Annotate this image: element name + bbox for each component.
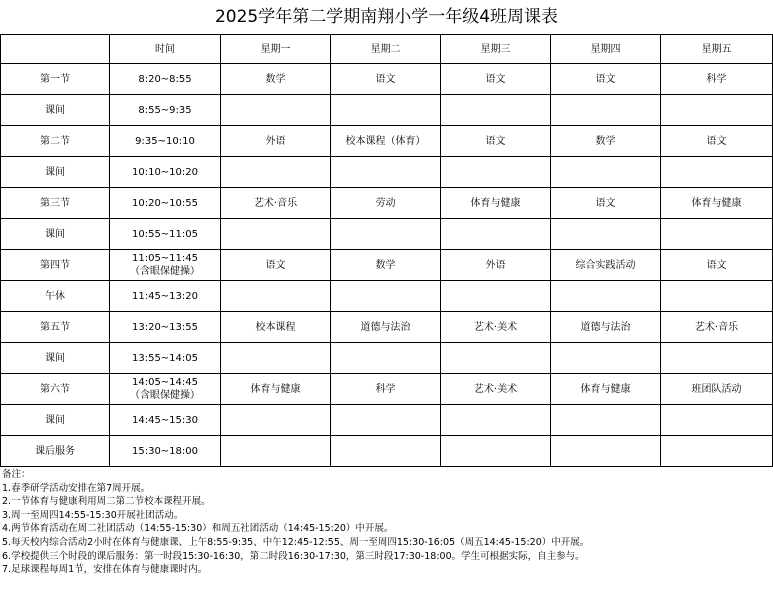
note-item: 6.学校提供三个时段的课后服务：第一时段15:30-16:30，第二时段16:30-17:30，第三时段17:30-18:00。学生可根据实际，自主参与。 — [2, 550, 585, 562]
time-line: 15:30~18:00 — [131, 445, 198, 457]
time-line: 8:20~8:55 — [138, 73, 192, 85]
subject-cell — [221, 405, 331, 436]
subject-cell — [331, 219, 441, 250]
subject-cell: 艺术·美术 — [441, 374, 551, 405]
subject-cell — [221, 95, 331, 126]
period-time — [110, 436, 221, 467]
subject-cell: 体育与健康 — [551, 374, 661, 405]
period-label: 课间 — [1, 405, 110, 436]
subject-cell — [441, 405, 551, 436]
note-item: 1.春季研学活动安排在第7周开展。 — [2, 482, 151, 494]
period-time — [110, 64, 221, 95]
subject-cell — [331, 436, 441, 467]
subject-cell — [441, 281, 551, 312]
subject-cell: 语文 — [221, 250, 331, 281]
period-label: 课后服务 — [1, 436, 110, 467]
note-item: 2.一节体育与健康利用周二第二节校本课程开展。 — [2, 496, 211, 508]
time-line: 10:20~10:55 — [131, 197, 198, 209]
period-row — [1, 126, 773, 157]
subject-cell: 科学 — [331, 374, 441, 405]
period-row — [1, 188, 773, 219]
subject-cell — [331, 405, 441, 436]
subject-cell — [221, 219, 331, 250]
page-title: 2025学年第二学期南翔小学一年级4班周课表 — [214, 7, 559, 27]
subject-cell: 道德与法治 — [331, 312, 441, 343]
time-line: 8:55~9:35 — [138, 104, 192, 116]
notes-section — [2, 468, 772, 577]
subject-cell: 语文 — [441, 64, 551, 95]
subject-cell: 综合实践活动 — [551, 250, 661, 281]
period-label: 课间 — [1, 343, 110, 374]
subject-cell — [331, 95, 441, 126]
period-row — [1, 343, 773, 374]
period-time — [110, 374, 221, 405]
subject-cell: 校本课程 — [221, 312, 331, 343]
subject-cell: 体育与健康 — [221, 374, 331, 405]
period-time — [110, 188, 221, 219]
header-day: 星期四 — [551, 35, 661, 64]
subject-cell — [661, 157, 773, 188]
subject-cell: 艺术·美术 — [441, 312, 551, 343]
subject-cell — [551, 157, 661, 188]
subject-cell — [551, 281, 661, 312]
time-line: 13:20~13:55 — [131, 321, 198, 333]
subject-cell: 语文 — [661, 126, 773, 157]
subject-cell — [331, 343, 441, 374]
corner-cell — [1, 35, 110, 64]
period-time — [110, 219, 221, 250]
subject-cell: 数学 — [221, 64, 331, 95]
subject-cell — [661, 281, 773, 312]
period-row — [1, 219, 773, 250]
period-row — [1, 157, 773, 188]
subject-cell — [441, 95, 551, 126]
period-time — [110, 95, 221, 126]
period-row — [1, 405, 773, 436]
time-line: （含眼保健操） — [130, 390, 200, 401]
subject-cell — [441, 436, 551, 467]
subject-cell: 校本课程（体育） — [331, 126, 441, 157]
time-line: 10:10~10:20 — [131, 166, 198, 178]
time-line: （含眼保健操） — [130, 266, 200, 277]
subject-cell: 语文 — [441, 126, 551, 157]
subject-cell: 外语 — [221, 126, 331, 157]
subject-cell: 语文 — [551, 188, 661, 219]
header-day: 星期五 — [661, 35, 773, 64]
time-line: 11:45~13:20 — [131, 290, 198, 302]
subject-cell: 数学 — [331, 250, 441, 281]
subject-cell — [551, 436, 661, 467]
subject-cell — [331, 157, 441, 188]
subject-cell: 道德与法治 — [551, 312, 661, 343]
period-row — [1, 95, 773, 126]
period-label: 午休 — [1, 281, 110, 312]
subject-cell — [551, 219, 661, 250]
time-line: 14:45~15:30 — [131, 414, 198, 426]
subject-cell — [221, 157, 331, 188]
subject-cell — [551, 405, 661, 436]
period-time — [110, 281, 221, 312]
subject-cell — [441, 219, 551, 250]
period-row — [1, 436, 773, 467]
subject-cell — [661, 436, 773, 467]
subject-cell: 语文 — [551, 64, 661, 95]
time-line: 11:05~11:45 — [131, 253, 198, 264]
notes-heading: 备注： — [2, 469, 31, 480]
subject-cell: 体育与健康 — [661, 188, 773, 219]
period-label: 第四节 — [1, 250, 110, 281]
subject-cell: 艺术·音乐 — [661, 312, 773, 343]
period-label: 第三节 — [1, 188, 110, 219]
period-row — [1, 374, 773, 405]
subject-cell: 语文 — [661, 250, 773, 281]
time-line: 13:55~14:05 — [131, 352, 198, 364]
subject-cell — [661, 95, 773, 126]
subject-cell — [441, 157, 551, 188]
period-time — [110, 157, 221, 188]
period-time — [110, 405, 221, 436]
subject-cell: 班团队活动 — [661, 374, 773, 405]
subject-cell — [221, 281, 331, 312]
period-row — [1, 312, 773, 343]
subject-cell — [441, 343, 551, 374]
subject-cell — [661, 343, 773, 374]
header-day: 星期一 — [221, 35, 331, 64]
period-label: 第五节 — [1, 312, 110, 343]
time-line: 14:05~14:45 — [131, 377, 198, 388]
period-label: 第一节 — [1, 64, 110, 95]
subject-cell: 外语 — [441, 250, 551, 281]
subject-cell — [551, 343, 661, 374]
time-line: 10:55~11:05 — [131, 228, 198, 240]
subject-cell: 语文 — [331, 64, 441, 95]
note-item: 4.两节体育活动在周二社团活动（14:55-15:30）和周五社团活动（14:45-15:20）中开展。 — [2, 523, 394, 535]
subject-cell: 体育与健康 — [441, 188, 551, 219]
note-item: 7.足球课程每周1节，安排在体育与健康课时内。 — [2, 564, 208, 576]
period-row — [1, 281, 773, 312]
subject-cell — [331, 281, 441, 312]
note-item: 5.每天校内综合活动2小时在体育与健康课、上午8:55-9:35、中午12:45-12:55、周一至周四15:30-16:05（周五14:45-15:20）中开展。 — [2, 536, 590, 548]
header-row — [1, 35, 773, 64]
time-line: 9:35~10:10 — [135, 135, 195, 147]
subject-cell — [221, 436, 331, 467]
subject-cell: 数学 — [551, 126, 661, 157]
period-label: 课间 — [1, 157, 110, 188]
subject-cell: 艺术·音乐 — [221, 188, 331, 219]
note-item: 3.周一至周四14:55-15:30开展社团活动。 — [2, 509, 184, 521]
subject-cell — [551, 95, 661, 126]
header-day: 星期二 — [331, 35, 441, 64]
period-row — [1, 250, 773, 281]
period-label: 课间 — [1, 95, 110, 126]
period-label: 第二节 — [1, 126, 110, 157]
header-day: 星期三 — [441, 35, 551, 64]
period-time — [110, 343, 221, 374]
header-time: 时间 — [110, 35, 221, 64]
period-row — [1, 64, 773, 95]
period-label: 课间 — [1, 219, 110, 250]
period-label: 第六节 — [1, 374, 110, 405]
subject-cell: 科学 — [661, 64, 773, 95]
subject-cell: 劳动 — [331, 188, 441, 219]
subject-cell — [661, 219, 773, 250]
period-time — [110, 126, 221, 157]
subject-cell — [221, 343, 331, 374]
period-time — [110, 250, 221, 281]
timetable-table — [0, 34, 773, 467]
subject-cell — [661, 405, 773, 436]
period-time — [110, 312, 221, 343]
